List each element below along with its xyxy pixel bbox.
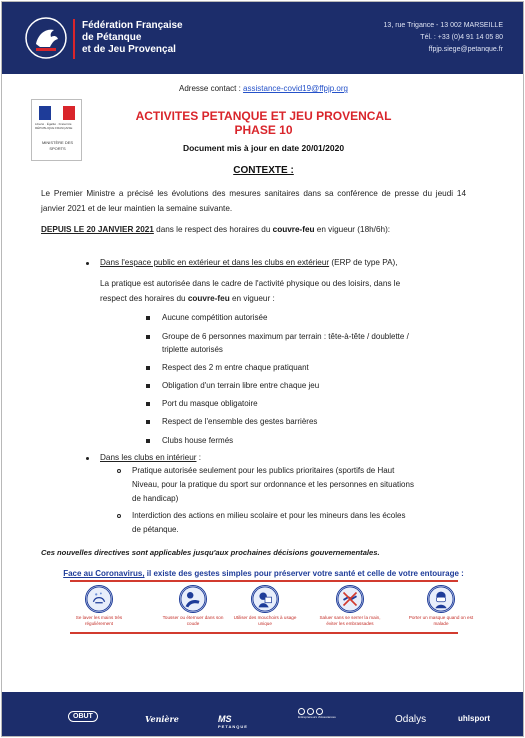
contexte-heading: CONTEXTE : [233,165,294,176]
rule-item: Port du masque obligatoire [162,399,258,408]
tissue-icon [251,585,279,613]
section2-item1-line1: Pratique autorisée seulement pour les publics prioritaires (sportifs de Haut [132,466,395,475]
header-email[interactable]: ffpjp.siege@petanque.fr [428,46,503,53]
gesture-caption: Se laver les mains très régulièrement [75,615,123,626]
depuis-end: en vigueur (18h/6h): [314,225,391,234]
org-line-2: de Pétanque [82,32,142,43]
header-phone: Tél. : +33 (0)4 91 14 05 80 [420,34,503,41]
section2-title-suffix: : [196,453,202,462]
contact-label: Adresse contact : [179,84,244,93]
gesture-wash-hands [64,585,134,627]
bullet-dot [86,457,89,460]
ffpjp-rooster-logo-icon [24,16,68,60]
depuis-couvre-feu: couvre-feu [272,225,315,234]
depuis-mid: dans le respect des horaires du [153,225,273,234]
gesture-cough-elbow [158,585,228,627]
rule-item: Groupe de 6 personnes maximum par terrain : tête-à-tête / doublette / [162,332,409,341]
bullet-dot [86,262,89,265]
rule-item: Obligation d'un terrain libre entre chaque jeu [162,381,320,390]
section2-item2-line2: de pétanque. [132,525,179,534]
ministere-motto: Liberté · Égalité · Fraternité RÉPUBLIQUE FRANÇAISE [35,122,73,130]
section1-title [100,256,480,270]
square-bullet [146,316,150,320]
gesture-no-handshake [315,585,385,627]
covid-title-rest: il existe des gestes simples pour préserver votre santé et celle de votre entourage : [144,569,464,578]
section2-item1-line2: Niveau, pour la pratique du sport sur ordonnance et les personnes en situations [132,480,414,489]
document-page [1,1,524,737]
section1-para-b-end: en vigueur : [229,294,275,303]
header-contact-info [384,20,503,56]
organization-name [82,20,222,56]
title-line-1: ACTIVITES PETANQUE ET JEU PROVENCAL [135,109,392,123]
header-address: 13, rue Trigance - 13 002 MARSEILLE [383,22,503,29]
square-bullet [146,439,150,443]
rule-item: Respect de l'ensemble des gestes barrières [162,417,318,426]
section1-para-b-bold: couvre-feu [187,294,230,303]
contact-line [2,84,524,93]
org-line-1: Fédération Française [82,20,183,31]
square-bullet [146,420,150,424]
section1-para-a: La pratique est autorisée dans le cadre de l'activité physique ou des loisirs, dans le [100,279,401,288]
sponsor-ms-petanque-logo [218,714,248,729]
gesture-caption: Tousser ou éternuer dans son coude [162,615,224,626]
square-bullet [146,335,150,339]
covid-divider-top [70,580,458,582]
covid-title-underlined: Face au Coronavirus, [63,569,145,578]
ms-logo-text: MS [218,714,232,724]
gesture-tissues [230,585,300,627]
sponsor-odalys-logo: Odalys [395,714,427,725]
closing-statement: Ces nouvelles directives sont applicables jusqu'aux prochaines décisions gouvernementales. [41,548,380,557]
sponsor-mma-logo [298,708,336,719]
mma-circles-icon [298,708,336,715]
square-bullet [146,366,150,370]
section2-title [100,451,201,465]
covid-title [2,569,524,578]
title-line-2: PHASE 10 [234,123,293,137]
section1-title-suffix: (ERP de type PA), [329,258,398,267]
org-line-3: et de Jeu Provençal [82,44,176,55]
document-title [2,109,524,137]
section1-para-b-start: respect des horaires du [100,294,188,303]
section1-title-underlined: Dans l'espace public en extérieur et dans les clubs en extérieur [100,258,330,267]
covid-divider-bottom [70,632,458,634]
section2-item2-line1: Interdiction des actions en milieu scolaire et pour les mineurs dans les écoles [132,511,406,520]
sponsor-obut-logo: OBUT [68,711,98,722]
no-handshake-icon [336,585,364,613]
circle-bullet [117,469,121,473]
section2-title-underlined: Dans les clubs en intérieur [100,453,197,462]
depuis-paragraph [41,222,466,237]
cough-elbow-icon [179,585,207,613]
rule-item: Respect des 2 m entre chaque pratiquant [162,363,309,372]
rule-item: Clubs house fermés [162,436,234,445]
ms-logo-sub: PETANQUE [218,724,248,729]
section2-item1-line3: de handicap) [132,494,179,503]
mma-logo-sub: Entrepreneurs d'Assurances [298,715,336,719]
circle-bullet [117,514,121,518]
square-bullet [146,384,150,388]
hand-washing-icon [85,585,113,613]
sponsor-uhlsport-logo: uhlsport [458,714,490,723]
contexte-paragraph: Le Premier Ministre a précisé les évolutions des mesures sanitaires dans sa conférence de presse du jeudi 14 janvier 2021 et de leur maintien la semaine suivante. [41,189,466,213]
document-date: Document mis à jour en date 20/01/2020 [182,143,345,153]
rule-item-cont: triplette autorisés [162,345,223,354]
gesture-caption: Saluer sans se serrer la main, éviter les embrassades [319,615,381,626]
header-band [2,2,524,74]
gesture-mask [406,585,476,627]
gesture-caption: Utiliser des mouchoirs à usage unique [233,615,297,626]
section1-para-b [100,292,468,306]
ministere-label: MINISTÈRE DES SPORTS [41,140,74,151]
depuis-date: DEPUIS LE 20 JANVIER 2021 [41,225,154,234]
square-bullet [146,402,150,406]
face-mask-icon [427,585,455,613]
gesture-caption: Porter un masque quand on est malade [408,615,474,626]
contact-email-link[interactable]: assistance-covid19@ffpjp.org [243,84,348,93]
sponsor-veniere-logo: Venière [145,714,179,724]
header-divider [73,19,75,59]
rule-item: Aucune compétition autorisée [162,313,268,322]
